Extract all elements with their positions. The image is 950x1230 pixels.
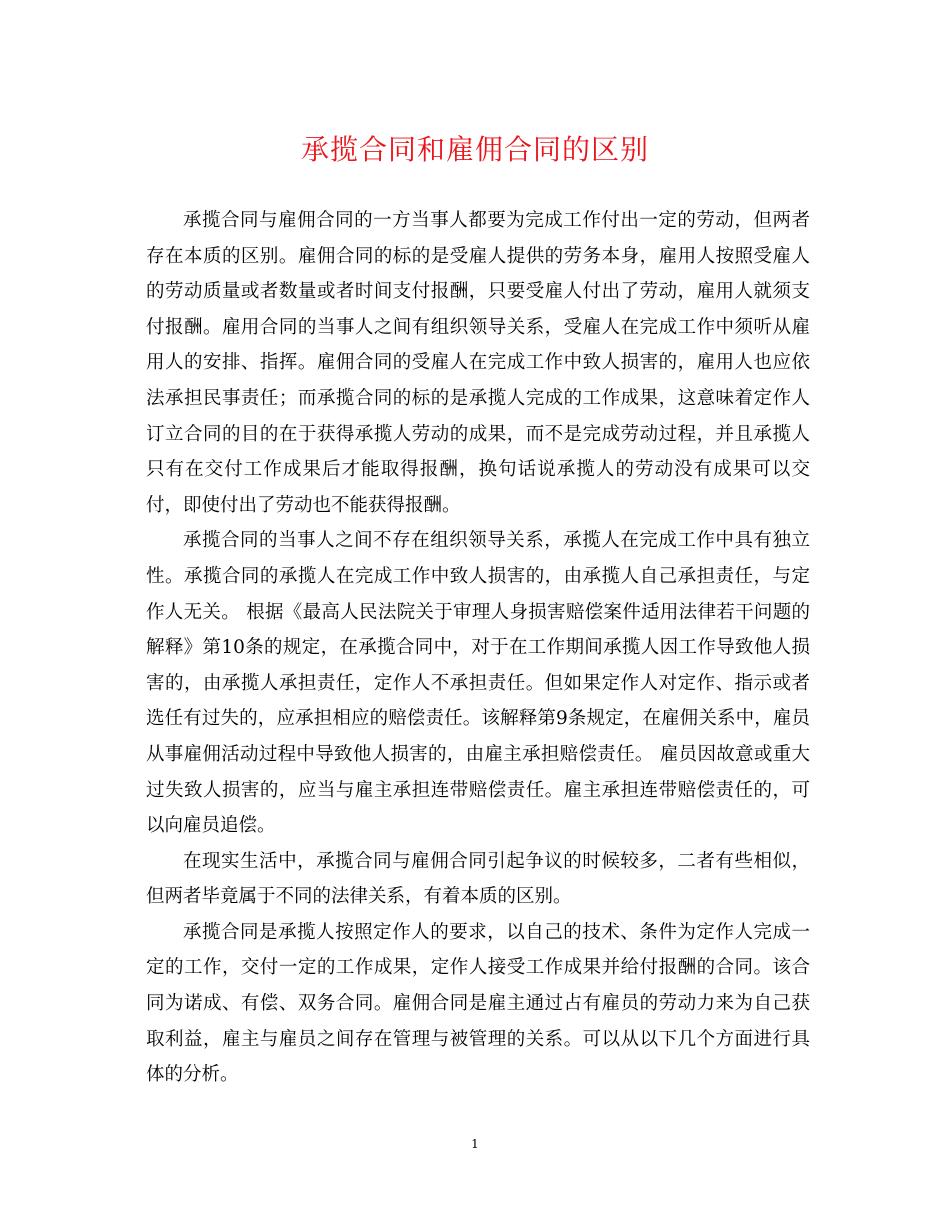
document-body [146,203,810,1093]
paragraph-1: 承揽合同与雇佣合同的一方当事人都要为完成工作付出一定的劳动，但两者存在本质的区别。雇佣合同的标的是受雇人提供的劳务本身，雇用人按照受雇人的劳动质量或者数量或者时间支付报酬，只要受雇人付出了劳动，雇用人就须支付报酬。雇用合同的当事人之间有组织领导关系，受雇人在完成工作中须听从雇用人的安排、指挥。雇佣合同的受雇人在完成工作中致人损害的，雇用人也应依法承担民事责任；而承揽合同的标的是承揽人完成的工作成果，这意味着定作人订立合同的目的在于获得承揽人劳动的成果，而不是完成劳动过程，并且承揽人只有在交付工作成果后才能取得报酬，换句话说承揽人的劳动没有成果可以交付，即使付出了劳动也不能获得报酬。 [146,210,810,516]
paragraph-2: 承揽合同的当事人之间不存在组织领导关系，承揽人在完成工作中具有独立性。承揽合同的承揽人在完成工作中致人损害的，由承揽人自己承担责任，与定作人无关。 根据《最高人民法院关于审理人身损害赔偿案件适用法律若干问题的解释》第10条的规定，在承揽合同中，对于在工作期间承揽人因工作导致他人损害的，由承揽人承担责任，定作人不承担责任。但如果定作人对定作、指示或者选任有过失的，应承担相应的赔偿责任。该解释第9条规定，在雇佣关系中，雇员从事雇佣活动过程中导致他人损害的，由雇主承担赔偿责任。 雇员因故意或重大过失致人损害的，应当与雇主承担连带赔偿责任。雇主承担连带赔偿责任的，可以向雇员追偿。 [146,530,810,837]
paragraph-4: 承揽合同是承揽人按照定作人的要求，以自己的技术、条件为定作人完成一定的工作，交付一定的工作成果，定作人接受工作成果并给付报酬的合同。该合同为诺成、有偿、双务合同。雇佣合同是雇主通过占有雇员的劳动力来为自己获取利益，雇主与雇员之间存在管理与被管理的关系。可以从以下几个方面进行具体的分析。 [146,921,810,1086]
page-number: 1 [471,1137,479,1151]
document-title: 承揽合同和雇佣合同的区别 [300,133,649,166]
paragraph-3: 在现实生活中，承揽合同与雇佣合同引起争议的时候较多，二者有些相似，但两者毕竟属于不同的法律关系，有着本质的区别。 [146,850,810,908]
